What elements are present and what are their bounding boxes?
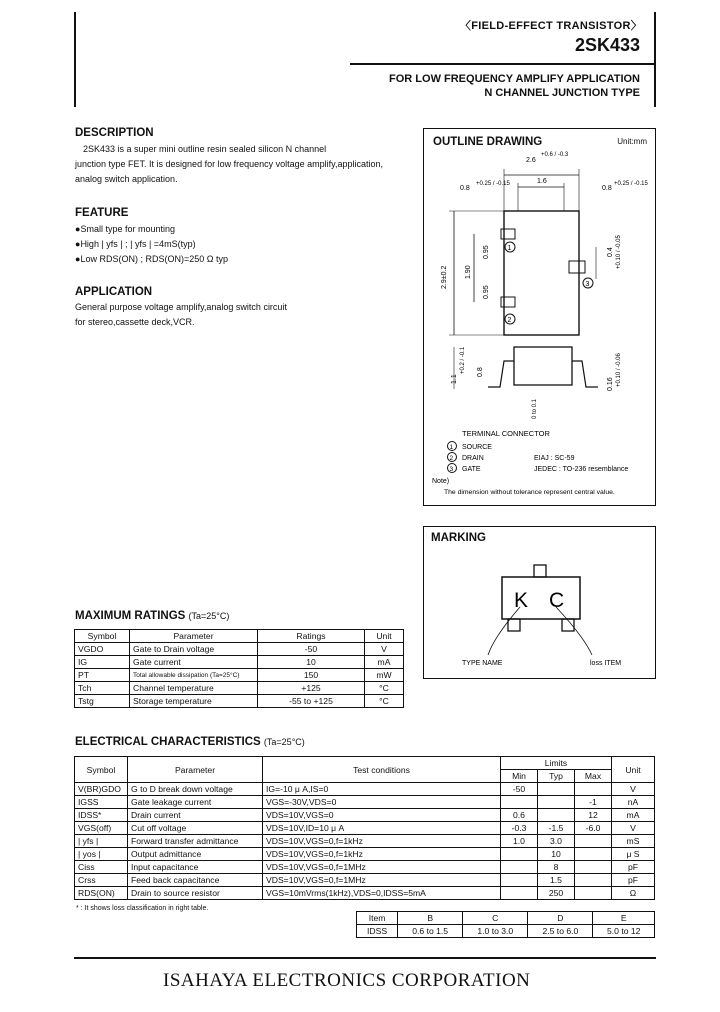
marking-char-k: K xyxy=(514,589,529,612)
feature-list xyxy=(75,222,228,267)
terminal-drain: DRAIN xyxy=(462,455,484,462)
bullet-icon: ● xyxy=(75,254,81,264)
bullet-icon: ● xyxy=(75,239,81,249)
application-line: General purpose voltage amplify,analog switch circuit xyxy=(75,302,287,312)
feature-item: ●High | yfs | ; | yfs | =4mS(typ) xyxy=(75,239,196,249)
svg-text:1: 1 xyxy=(449,444,454,451)
note-text: The dimension without tolerance represent central value. xyxy=(444,489,615,496)
marking-drawing xyxy=(424,527,654,677)
table-row: PT Total allowable dissipation (Ta=25°C) 150 mW xyxy=(75,669,404,682)
table-row: | yfs | Forward transfer admittance VDS=10V,VGS=0,f=1kHz 1.0 3.0 mS xyxy=(75,835,655,848)
pin-3-label: 3 xyxy=(585,281,590,288)
table-row: VGDO Gate to Drain voltage -50 V xyxy=(75,643,404,656)
table-row: Crss Feed back capacitance VDS=10V,VGS=0,f=1MHz 1.5 pF xyxy=(75,874,655,887)
side-view-body xyxy=(514,347,572,385)
table-row: IG Gate current 10 mA xyxy=(75,656,404,669)
terminal-source: SOURCE xyxy=(462,444,492,451)
application-line: for stereo,cassette deck,VCR. xyxy=(75,317,195,327)
dim-body: 1.6 xyxy=(537,178,547,185)
description-line: 2SK433 is a super mini outline resin sealed silicon N channel xyxy=(83,144,327,154)
table-header-row: Item B C D E xyxy=(357,912,655,925)
header-left-rule xyxy=(74,12,76,107)
dim-side-height-tol: +0.2 / -0.1 xyxy=(460,346,466,374)
table-row: Tch Channel temperature +125 °C xyxy=(75,682,404,695)
dim-lead-tol: +0.10 / -0.05 xyxy=(616,235,622,269)
package-drawing xyxy=(424,129,654,504)
dim-pitch-b: 0.95 xyxy=(483,285,490,299)
dim-top: 2.6 xyxy=(526,157,536,164)
footer-rule xyxy=(74,957,656,959)
pin-1-label: 1 xyxy=(507,245,512,252)
marking-char-c: C xyxy=(549,589,565,612)
table-row: Ciss Input capacitance VDS=10V,VGS=0,f=1MHz 8 pF xyxy=(75,861,655,874)
max-ratings-title: MAXIMUM RATINGS (Ta=25°C) xyxy=(75,610,230,622)
table-row: RDS(ON) Drain to source resistor VGS=10mVrms(1kHz),VDS=0,IDSS=5mA 250 Ω xyxy=(75,887,655,900)
electrical-footnote: * : It shows loss classification in right table. xyxy=(76,905,209,912)
electrical-table xyxy=(74,756,655,900)
dim-span: 1.90 xyxy=(465,265,472,279)
dim-side-lead: 0.16 xyxy=(607,377,614,391)
table-row: V(BR)GDO G to D break down voltage IG=-10 μ A,IS=0 -50 V xyxy=(75,783,655,796)
outline-drawing-panel xyxy=(423,128,656,506)
dim-side-foot: 0 to 0.1 xyxy=(532,398,538,419)
terminal-gate: GATE xyxy=(462,466,481,473)
marking-title: MARKING xyxy=(431,532,486,544)
dim-left: 0.8 xyxy=(460,185,470,192)
electrical-title: ELECTRICAL CHARACTERISTICS (Ta=25°C) xyxy=(75,736,305,748)
dim-side-lead-tol: +0.10 / -0.06 xyxy=(616,353,622,387)
table-row: IDSS* Drain current VDS=10V,VGS=0 0.6 12 mA xyxy=(75,809,655,822)
header-rule xyxy=(350,63,654,65)
part-number: 2SK433 xyxy=(574,35,640,55)
type-name-label: TYPE NAME xyxy=(462,660,503,667)
table-header-row: Symbol Parameter Test conditions Limits Unit xyxy=(75,757,655,770)
table-row: | yos | Output admittance VDS=10V,VGS=0,f=1kHz 10 μ S xyxy=(75,848,655,861)
description-title: DESCRIPTION xyxy=(75,127,154,139)
dim-pitch-a: 0.95 xyxy=(483,245,490,259)
loss-item-label: loss ITEM xyxy=(590,660,622,667)
company-name: ISAHAYA ELECTRONICS CORPORATION xyxy=(163,970,531,991)
outline-title: OUTLINE DRAWING xyxy=(433,136,543,148)
table-header-row: Symbol Parameter Ratings Unit xyxy=(75,630,404,643)
note-label: Note) xyxy=(432,478,450,485)
feature-title: FEATURE xyxy=(75,207,129,219)
svg-text:3: 3 xyxy=(449,466,454,473)
bullet-icon: ● xyxy=(75,224,81,234)
jedec-label: JEDEC : TO-236 resemblance xyxy=(534,466,629,473)
table-header-row: Min Typ Max xyxy=(75,770,655,783)
application-title: APPLICATION xyxy=(75,286,153,298)
lead-1 xyxy=(501,229,515,239)
table-row: Tstg Storage temperature -55 to +125 °C xyxy=(75,695,404,708)
application-text xyxy=(75,300,287,330)
table-row: IDSS 0.6 to 1.5 1.0 to 3.0 2.5 to 6.0 5.0 to 12 xyxy=(357,925,655,938)
application-line-1: FOR LOW FREQUENCY AMPLIFY APPLICATION xyxy=(389,73,640,85)
table-row: IGSS Gate leakage current VGS=-30V,VDS=0 -1 nA xyxy=(75,796,655,809)
dim-side-body: 0.8 xyxy=(477,367,484,377)
dim-lead: 0.4 xyxy=(607,247,614,257)
lead-3 xyxy=(569,261,585,273)
dim-right-tol: +0.25 / -0.15 xyxy=(614,181,648,187)
description-text xyxy=(75,142,415,187)
feature-item: ●Small type for mounting xyxy=(75,224,175,234)
svg-text:2: 2 xyxy=(449,455,454,462)
dim-right: 0.8 xyxy=(602,185,612,192)
eiaj-label: EIAJ : SC-59 xyxy=(534,455,575,462)
category-label: 〈FIELD-EFFECT TRANSISTOR〉 xyxy=(459,20,642,32)
dim-height: 2.9±0.2 xyxy=(441,265,448,289)
terminal-title: TERMINAL CONNECTOR xyxy=(462,429,550,438)
dim-top-tol: +0.6 / -0.3 xyxy=(541,152,569,158)
dim-side-height: 1.1 xyxy=(451,374,458,384)
header-right-rule xyxy=(654,12,656,107)
application-line-2: N CHANNEL JUNCTION TYPE xyxy=(484,87,640,99)
table-row: VGS(off) Cut off voltage VDS=10V,ID=10 μ A -0.3 -1.5 -6.0 V xyxy=(75,822,655,835)
unit-label: Unit:mm xyxy=(617,137,647,146)
feature-item: ●Low RDS(ON) ; RDS(ON)=250 Ω typ xyxy=(75,254,228,264)
description-line: junction type FET. It is designed for low frequency voltage amplify,application, xyxy=(75,159,383,169)
pin-2-label: 2 xyxy=(507,317,512,324)
loss-table xyxy=(356,911,655,938)
description-line: analog switch application. xyxy=(75,174,178,184)
max-ratings-table xyxy=(74,629,404,708)
marking-panel xyxy=(423,526,656,679)
dim-left-tol: +0.25 / -0.15 xyxy=(476,181,510,187)
lead-2 xyxy=(501,297,515,307)
